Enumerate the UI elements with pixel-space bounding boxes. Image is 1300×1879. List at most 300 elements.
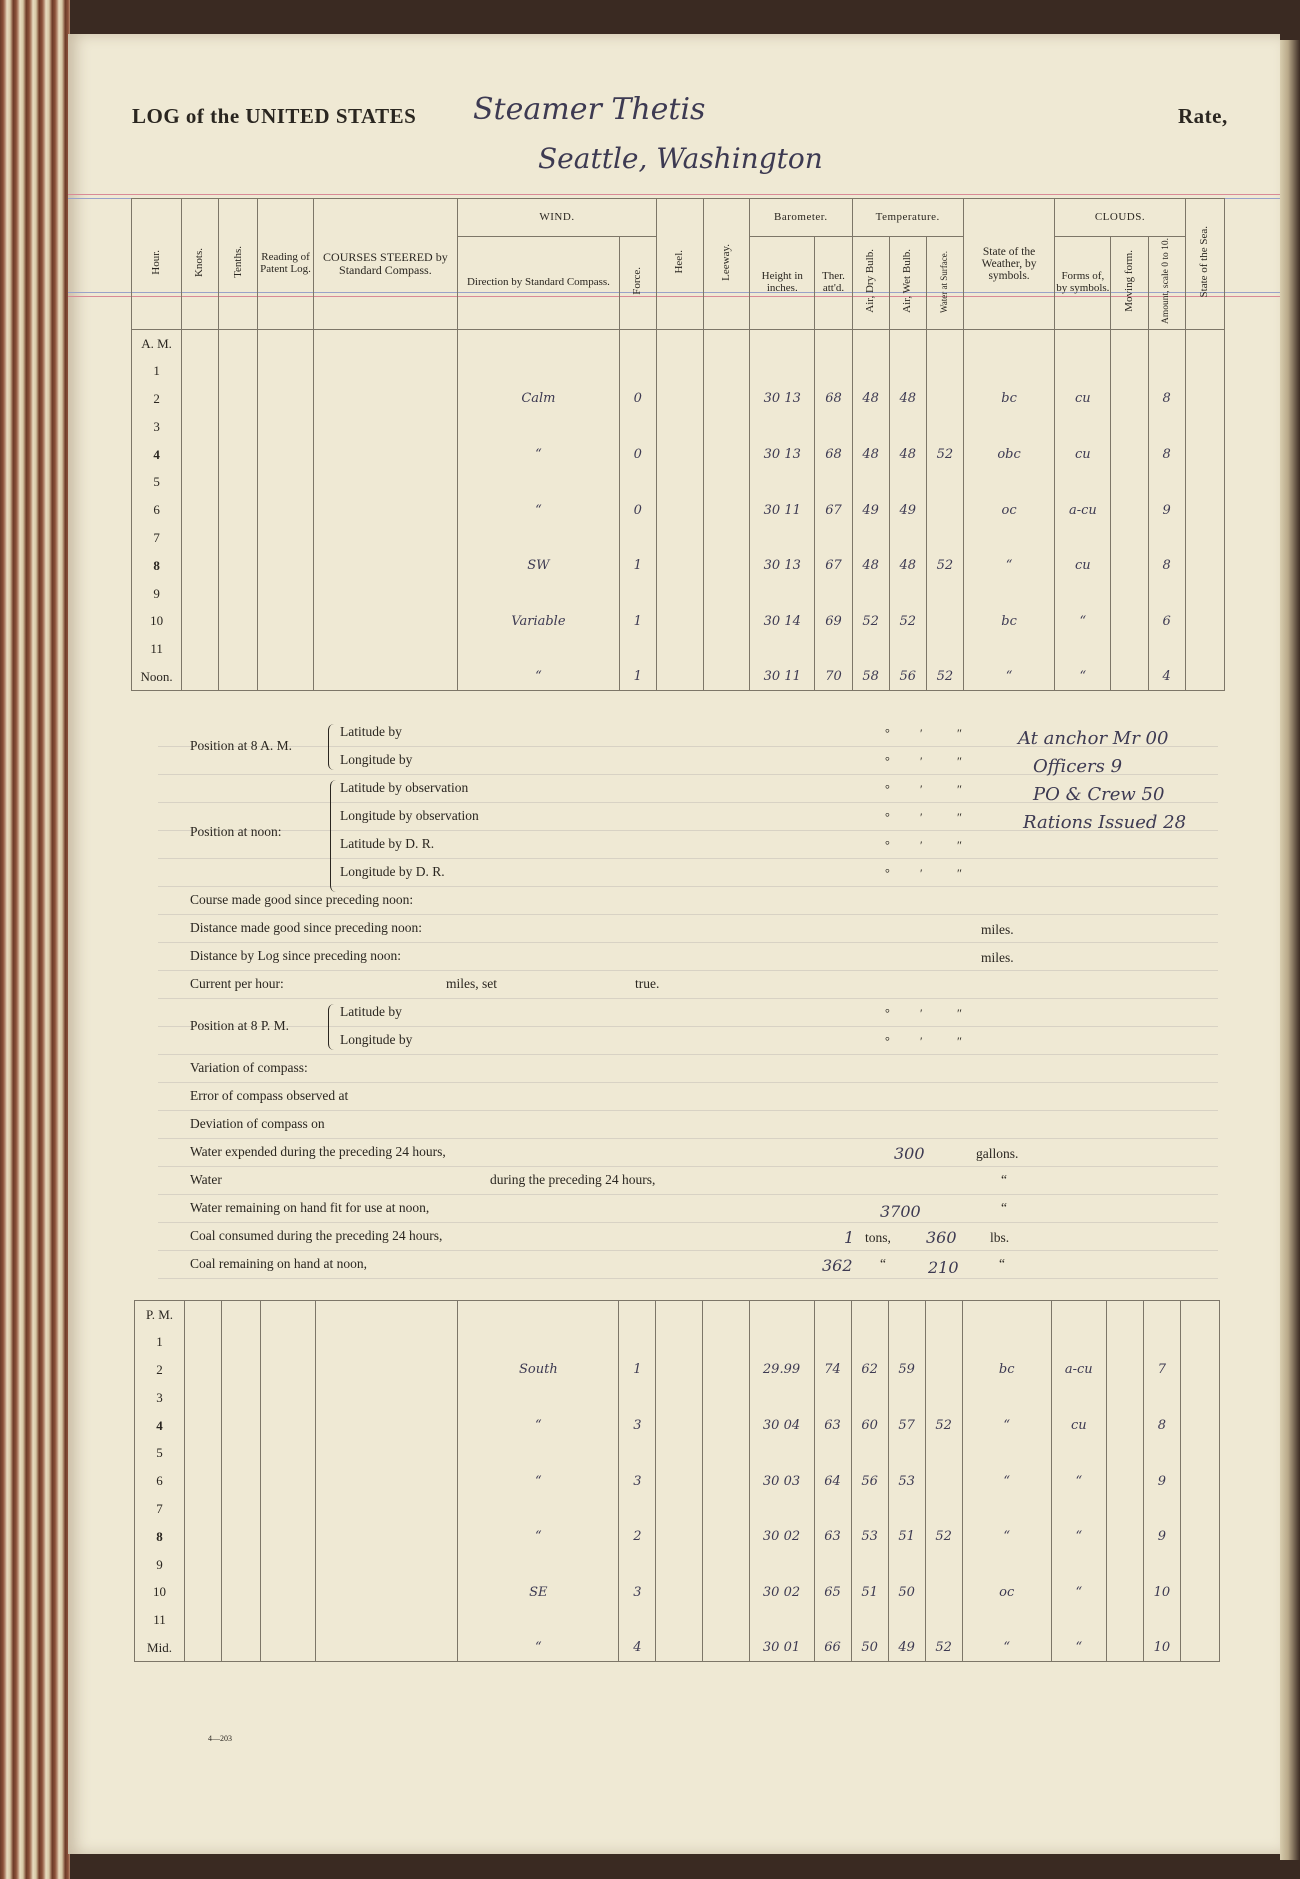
leeway-cell [703, 1384, 749, 1412]
wind-force-cell: 3 [619, 1578, 656, 1606]
barometer-height-cell: 30 02 [749, 1523, 814, 1551]
air-wet-cell: 48 [889, 552, 926, 580]
water-remaining: Water remaining on hand fit for use at noon, [190, 1200, 430, 1215]
wind-direction-cell [458, 635, 620, 663]
knots-cell [182, 524, 219, 552]
col-knots: Knots. [182, 199, 219, 330]
sea-state-cell [1180, 1523, 1219, 1551]
cloud-moving-cell [1106, 1412, 1143, 1440]
lat-observation: Latitude by observation [340, 780, 469, 795]
ditto-mark: “ [999, 1256, 1005, 1271]
coal-consumed: Coal consumed during the preceding 24 hours, [190, 1228, 443, 1243]
cloud-moving-cell [1106, 1439, 1143, 1467]
heel-cell [656, 524, 703, 552]
leeway-cell [704, 385, 750, 413]
course-cell [316, 1439, 458, 1467]
air-dry-cell [852, 468, 889, 496]
leeway-cell [704, 635, 750, 663]
water-label: Water [190, 1172, 222, 1187]
wind-force-cell: 3 [619, 1412, 656, 1440]
cloud-forms-cell [1055, 580, 1111, 608]
col-barometer: Barometer. [750, 199, 852, 237]
wind-force-cell: 0 [619, 441, 656, 469]
water-surface-cell: 52 [926, 663, 963, 691]
cloud-amount-cell [1148, 468, 1185, 496]
cloud-moving-cell [1111, 663, 1148, 691]
table-row [132, 357, 1225, 385]
sea-state-cell [1180, 1384, 1219, 1412]
hour-cell: 9 [135, 1551, 185, 1579]
barometer-ther-cell: 74 [814, 1356, 851, 1384]
heel-cell [656, 1551, 703, 1579]
book-binding [0, 0, 70, 1879]
ruled-line [158, 1278, 1218, 1279]
hour-cell: 11 [132, 635, 182, 663]
knots-cell [185, 1578, 222, 1606]
sea-state-cell [1180, 1551, 1219, 1579]
patent-log-cell [261, 1495, 316, 1523]
leeway-cell [704, 357, 750, 385]
leeway-cell [703, 1523, 749, 1551]
cloud-moving-cell [1106, 1384, 1143, 1412]
hour-cell: 2 [135, 1356, 185, 1384]
wind-direction-cell [458, 1551, 619, 1579]
barometer-ther-cell [815, 329, 852, 357]
ditto-mark: “ [1001, 1200, 1007, 1215]
coal-remaining: Coal remaining on hand at noon, [190, 1256, 367, 1271]
cloud-amount-cell: 8 [1148, 552, 1185, 580]
sea-state-cell [1180, 1412, 1219, 1440]
sea-state-cell [1180, 1634, 1219, 1662]
rate-label: Rate, [1178, 104, 1228, 128]
barometer-height-cell: 30 13 [750, 552, 815, 580]
ruled-line [158, 1194, 1218, 1195]
sec-mark: ″ [957, 754, 962, 768]
wind-force-cell [619, 1551, 656, 1579]
barometer-ther-cell [814, 1384, 851, 1412]
cloud-moving-cell [1111, 385, 1148, 413]
knots-cell [185, 1551, 222, 1579]
table-row [135, 1356, 1220, 1384]
tenths-cell [219, 580, 258, 608]
wind-direction-cell [458, 357, 620, 385]
table-row [135, 1439, 1220, 1467]
cloud-amount-cell [1143, 1301, 1180, 1329]
sec-mark: ″ [957, 1006, 962, 1020]
air-dry-cell [851, 1328, 888, 1356]
ruled-line [158, 970, 1218, 971]
barometer-ther-cell [815, 468, 852, 496]
weather-cell [962, 1301, 1051, 1329]
min-mark: ′ [920, 1006, 923, 1020]
air-dry-cell: 50 [851, 1634, 888, 1662]
cloud-moving-cell [1111, 413, 1148, 441]
min-mark: ′ [920, 726, 923, 740]
tenths-cell [222, 1551, 261, 1579]
table-row [132, 468, 1225, 496]
cloud-forms-cell [1055, 357, 1111, 385]
port-name: Seattle, Washington [538, 142, 823, 175]
cloud-amount-cell [1148, 635, 1185, 663]
wind-direction-cell: SW [458, 552, 620, 580]
tenths-cell [219, 607, 258, 635]
cloud-moving-cell [1111, 468, 1148, 496]
cloud-amount-cell: 9 [1148, 496, 1185, 524]
water-surface-cell [926, 635, 963, 663]
cloud-amount-cell [1143, 1495, 1180, 1523]
air-wet-cell: 48 [889, 385, 926, 413]
air-wet-cell: 50 [888, 1578, 925, 1606]
coal-tons-value: 1 [844, 1228, 855, 1247]
tenths-cell [222, 1523, 261, 1551]
patent-log-cell [261, 1384, 316, 1412]
air-dry-cell [851, 1439, 888, 1467]
ruled-line [158, 942, 1218, 943]
heel-cell [656, 1467, 703, 1495]
cloud-forms-cell [1051, 1551, 1106, 1579]
cloud-forms-cell [1051, 1439, 1106, 1467]
leeway-cell [704, 580, 750, 608]
water-expended: Water expended during the preceding 24 hours, [190, 1144, 446, 1159]
cloud-forms-cell: “ [1051, 1578, 1106, 1606]
leeway-cell [704, 496, 750, 524]
knots-cell [185, 1467, 222, 1495]
sea-state-cell [1185, 524, 1224, 552]
hour-cell: Mid. [135, 1634, 185, 1662]
cloud-forms-cell [1051, 1384, 1106, 1412]
leeway-cell [703, 1356, 749, 1384]
weather-cell: obc [963, 441, 1054, 469]
sea-state-cell [1180, 1439, 1219, 1467]
barometer-height-cell: 30 11 [750, 496, 815, 524]
air-dry-cell: 53 [851, 1523, 888, 1551]
weather-cell [962, 1328, 1051, 1356]
weather-cell: “ [963, 552, 1054, 580]
sea-state-cell [1180, 1467, 1219, 1495]
col-hour: Hour. [132, 199, 182, 330]
cloud-moving-cell [1111, 329, 1148, 357]
hour-cell: 5 [132, 468, 182, 496]
leeway-cell [704, 441, 750, 469]
cloud-forms-cell [1055, 524, 1111, 552]
leeway-cell [703, 1328, 749, 1356]
knots-cell [182, 663, 219, 691]
course-cell [313, 329, 458, 357]
course-cell [316, 1384, 458, 1412]
variation-of-compass: Variation of compass: [190, 1060, 308, 1075]
ditto-mark: “ [1001, 1172, 1007, 1187]
water-surface-cell [926, 580, 963, 608]
water-surface-cell [925, 1384, 962, 1412]
course-made-good: Course made good since preceding noon: [190, 892, 414, 907]
weather-cell: “ [962, 1523, 1051, 1551]
leeway-cell [704, 552, 750, 580]
knots-cell [185, 1606, 222, 1634]
position-8pm-label: Position at 8 P. M. [190, 1018, 290, 1033]
wind-direction-cell: “ [458, 1523, 619, 1551]
water-during: during the preceding 24 hours, [490, 1172, 656, 1187]
min-mark: ′ [920, 810, 923, 824]
deg-mark: ° [885, 754, 890, 768]
col-water-surface: Water at Surface. [926, 237, 963, 330]
air-wet-cell: 53 [888, 1467, 925, 1495]
barometer-height-cell [750, 468, 815, 496]
knots-cell [182, 468, 219, 496]
heel-cell [656, 1523, 703, 1551]
deg-mark: ° [885, 1006, 890, 1020]
course-cell [316, 1467, 458, 1495]
sea-state-cell [1185, 357, 1224, 385]
hour-cell: P. M. [135, 1301, 185, 1329]
barometer-height-cell [749, 1384, 814, 1412]
air-wet-cell: 51 [888, 1523, 925, 1551]
course-cell [313, 552, 458, 580]
table-row [135, 1606, 1220, 1634]
wind-direction-cell [458, 580, 620, 608]
knots-cell [185, 1495, 222, 1523]
coal-remaining-lbs: 210 [928, 1258, 959, 1277]
wind-direction-cell: “ [458, 1467, 619, 1495]
wind-direction-cell: South [458, 1356, 619, 1384]
ruled-line [158, 1222, 1218, 1223]
wind-force-cell [619, 524, 656, 552]
barometer-ther-cell [814, 1439, 851, 1467]
leeway-cell [703, 1412, 749, 1440]
cloud-moving-cell [1111, 607, 1148, 635]
knots-cell [182, 413, 219, 441]
ruled-line [158, 858, 1218, 859]
error-of-compass: Error of compass observed at [190, 1088, 349, 1103]
barometer-ther-cell: 68 [815, 385, 852, 413]
water-surface-cell: 52 [925, 1634, 962, 1662]
table-row [132, 524, 1225, 552]
heel-cell [656, 1634, 703, 1662]
table-row [135, 1523, 1220, 1551]
barometer-ther-cell: 69 [815, 607, 852, 635]
course-cell [313, 524, 458, 552]
lbs-unit: lbs. [990, 1230, 1010, 1245]
cloud-moving-cell [1111, 496, 1148, 524]
patent-log-cell [261, 1467, 316, 1495]
water-surface-cell: 52 [925, 1523, 962, 1551]
weather-cell: “ [962, 1634, 1051, 1662]
hour-cell: 1 [135, 1328, 185, 1356]
patent-log-cell [258, 552, 313, 580]
hour-cell: 1 [132, 357, 182, 385]
sea-state-cell [1180, 1495, 1219, 1523]
patent-log-cell [258, 607, 313, 635]
heel-cell [656, 1301, 703, 1329]
patent-log-cell [261, 1356, 316, 1384]
water-surface-cell: 52 [925, 1412, 962, 1440]
col-air-dry: Air, Dry Bulb. [852, 237, 889, 330]
hour-cell: 8 [132, 552, 182, 580]
col-baro-ther: Ther. att'd. [815, 237, 852, 330]
air-dry-cell [852, 524, 889, 552]
air-dry-cell: 60 [851, 1412, 888, 1440]
barometer-height-cell: 30 14 [750, 607, 815, 635]
air-dry-cell: 48 [852, 552, 889, 580]
water-surface-cell [925, 1328, 962, 1356]
knots-cell [182, 496, 219, 524]
cloud-moving-cell [1106, 1495, 1143, 1523]
note-anchor: At anchor Mr 00 [1018, 728, 1169, 749]
note-officers: Officers 9 [1033, 756, 1123, 777]
air-dry-cell [851, 1301, 888, 1329]
course-cell [313, 357, 458, 385]
heel-cell [656, 1439, 703, 1467]
wind-force-cell [619, 635, 656, 663]
tons-unit: tons, [865, 1230, 891, 1245]
ruled-line [158, 1250, 1218, 1251]
table-row [132, 329, 1225, 357]
coal-remaining-tons: 362 [822, 1256, 853, 1275]
min-mark: ′ [920, 754, 923, 768]
barometer-ther-cell [815, 524, 852, 552]
barometer-ther-cell [815, 635, 852, 663]
cloud-moving-cell [1106, 1634, 1143, 1662]
patent-log-cell [261, 1523, 316, 1551]
knots-cell [185, 1634, 222, 1662]
barometer-height-cell: 30 04 [749, 1412, 814, 1440]
barometer-height-cell: 29.99 [749, 1356, 814, 1384]
cloud-amount-cell [1143, 1551, 1180, 1579]
air-dry-cell: 51 [851, 1578, 888, 1606]
tenths-cell [219, 357, 258, 385]
col-air-wet: Air, Wet Bulb. [889, 237, 926, 330]
heel-cell [656, 663, 703, 691]
air-dry-cell [852, 635, 889, 663]
barometer-height-cell: 30 11 [750, 663, 815, 691]
cloud-forms-cell [1055, 413, 1111, 441]
col-wind-force: Force. [619, 237, 656, 330]
col-sea: State of the Sea. [1185, 199, 1224, 330]
weather-cell: “ [963, 663, 1054, 691]
leeway-cell [703, 1578, 749, 1606]
barometer-height-cell [749, 1495, 814, 1523]
barometer-height-cell: 30 02 [749, 1578, 814, 1606]
air-dry-cell: 52 [852, 607, 889, 635]
cloud-forms-cell [1051, 1301, 1106, 1329]
wind-force-cell: 1 [619, 552, 656, 580]
barometer-height-cell: 30 13 [750, 441, 815, 469]
cloud-forms-cell: “ [1055, 663, 1111, 691]
sea-state-cell [1185, 580, 1224, 608]
air-wet-cell: 52 [889, 607, 926, 635]
barometer-height-cell [749, 1328, 814, 1356]
water-surface-cell: 52 [926, 441, 963, 469]
leeway-cell [704, 329, 750, 357]
cloud-amount-cell [1148, 580, 1185, 608]
cloud-amount-cell: 7 [1143, 1356, 1180, 1384]
heel-cell [656, 580, 703, 608]
wind-force-cell [619, 1606, 656, 1634]
sea-state-cell [1180, 1328, 1219, 1356]
water-surface-cell [926, 607, 963, 635]
barometer-height-cell [750, 329, 815, 357]
gallons-unit: gallons. [976, 1146, 1019, 1161]
cloud-amount-cell: 9 [1143, 1467, 1180, 1495]
current-set: miles, set [446, 976, 497, 991]
cloud-forms-cell: cu [1055, 552, 1111, 580]
air-wet-cell [889, 357, 926, 385]
wind-force-cell: 0 [619, 385, 656, 413]
miles-unit: miles. [981, 922, 1014, 937]
air-dry-cell [851, 1384, 888, 1412]
hour-cell: 2 [132, 385, 182, 413]
wind-direction-cell [458, 413, 620, 441]
cloud-amount-cell [1143, 1439, 1180, 1467]
air-wet-cell [888, 1439, 925, 1467]
air-wet-cell [888, 1301, 925, 1329]
patent-log-cell [261, 1606, 316, 1634]
header-red-rule [68, 194, 1280, 195]
water-surface-cell [926, 524, 963, 552]
weather-cell [962, 1495, 1051, 1523]
wind-force-cell: 4 [619, 1634, 656, 1662]
hour-cell: 7 [132, 524, 182, 552]
tenths-cell [219, 663, 258, 691]
sea-state-cell [1185, 635, 1224, 663]
cloud-amount-cell: 8 [1148, 441, 1185, 469]
air-dry-cell: 48 [852, 385, 889, 413]
wind-direction-cell: “ [458, 441, 620, 469]
wind-force-cell: 2 [619, 1523, 656, 1551]
table-row [135, 1384, 1220, 1412]
water-surface-cell [926, 496, 963, 524]
long-by-8am: Longitude by [340, 752, 413, 767]
cloud-amount-cell [1143, 1384, 1180, 1412]
leeway-cell [703, 1634, 749, 1662]
cloud-moving-cell [1111, 441, 1148, 469]
cloud-forms-cell: cu [1055, 385, 1111, 413]
wind-direction-cell: “ [458, 1634, 619, 1662]
knots-cell [185, 1412, 222, 1440]
barometer-height-cell [749, 1551, 814, 1579]
note-rations: Rations Issued 28 [1023, 812, 1187, 833]
knots-cell [182, 385, 219, 413]
air-wet-cell [889, 413, 926, 441]
cloud-amount-cell: 10 [1143, 1634, 1180, 1662]
tenths-cell [222, 1412, 261, 1440]
cloud-amount-cell: 10 [1143, 1578, 1180, 1606]
wind-direction-cell [458, 1495, 619, 1523]
course-cell [316, 1328, 458, 1356]
patent-log-cell [261, 1634, 316, 1662]
lat-by-8pm: Latitude by [340, 1004, 402, 1019]
air-wet-cell [888, 1328, 925, 1356]
deg-mark: ° [885, 838, 890, 852]
table-row [135, 1328, 1220, 1356]
leeway-cell [703, 1551, 749, 1579]
leeway-cell [704, 413, 750, 441]
cloud-amount-cell: 8 [1143, 1412, 1180, 1440]
air-dry-cell [852, 413, 889, 441]
cloud-moving-cell [1111, 524, 1148, 552]
wind-direction-cell: SE [458, 1578, 619, 1606]
table-row [135, 1578, 1220, 1606]
tenths-cell [219, 468, 258, 496]
cloud-amount-cell: 4 [1148, 663, 1185, 691]
air-dry-cell [852, 329, 889, 357]
leeway-cell [703, 1606, 749, 1634]
barometer-ther-cell: 63 [814, 1412, 851, 1440]
course-cell [316, 1356, 458, 1384]
leeway-cell [703, 1301, 749, 1329]
patent-log-cell [258, 580, 313, 608]
table-row [132, 635, 1225, 663]
table-row [132, 413, 1225, 441]
